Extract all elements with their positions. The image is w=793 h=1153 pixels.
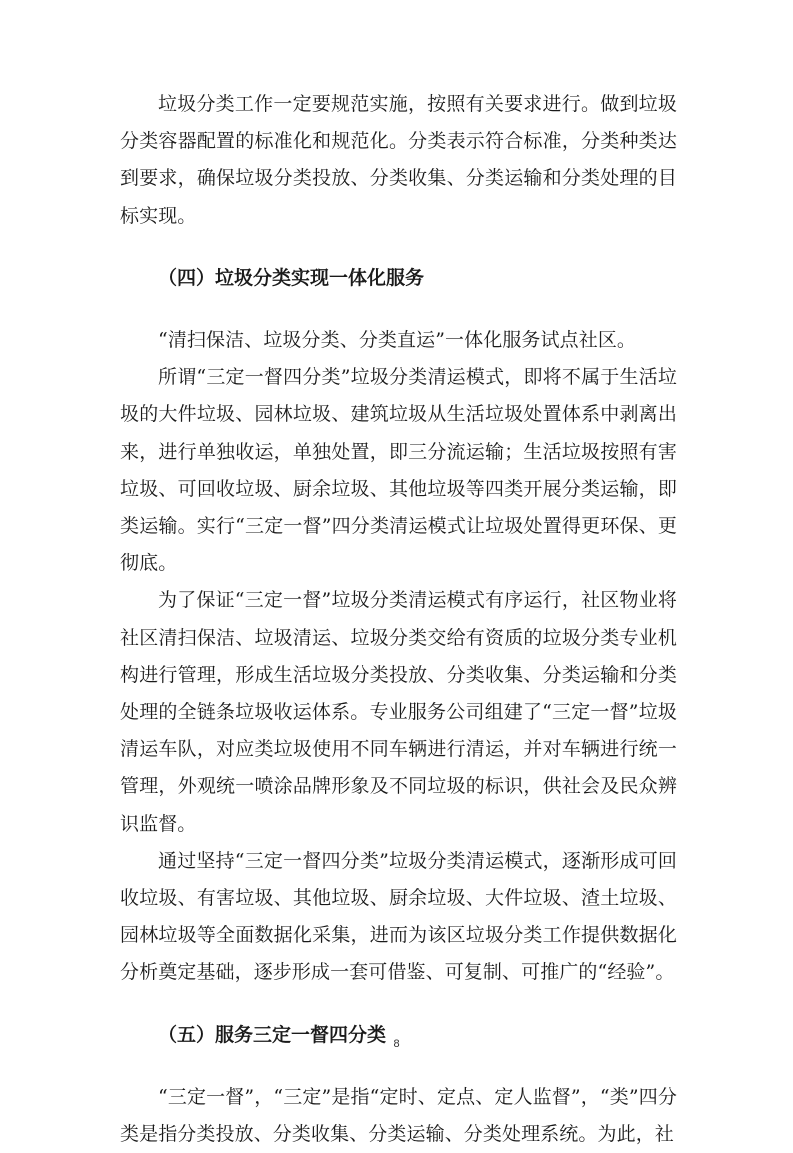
paragraph-operation-guarantee: 为了保证“三定一督”垃圾分类清运模式有序运行，社区物业将社区清扫保洁、垃圾清运、垃圾分类交给有资质的垃圾分类专业机构进行管理，形成生活垃圾分类投放、分类收集、分类运输和分类处理的全链条垃圾收运体系。专业服务公司组建了“三定一督”垃圾清运车队，对应类垃圾使用不同车辆进行清运，并对车辆进行统一管理，外观统一喷涂品牌形象及不同垃圾的标识，供社会及民众辨识监督。 bbox=[120, 589, 677, 835]
paragraph-standardization: 垃圾分类工作一定要规范实施，按照有关要求进行。做到垃圾分类容器配置的标准化和规范化。分类表示符合标准，分类种类达到要求，确保垃圾分类投放、分类收集、分类运输和分类处理的目标实现。 bbox=[120, 93, 677, 227]
section-heading-5: （五）服务三定一督四分类 bbox=[158, 1023, 387, 1046]
page-number: 8 bbox=[393, 1038, 400, 1050]
paragraph-three-fixed-one-supervision: “三定一督”，“三定”是指“定时、定点、定人监督”，“类”四分类是指分类投放、分类收集、分类运输、分类处理系统。为此，社 bbox=[120, 1085, 677, 1146]
paragraph-data-collection: 通过坚持“三定一督四分类”垃圾分类清运模式，逐渐形成可回收垃圾、有害垃圾、其他垃圾、厨余垃圾、大件垃圾、渣土垃圾、园林垃圾等全面数据化采集，进而为该区垃圾分类工作提供数据化分析奠定基础，逐步形成一套可借鉴、可复制、可推广的“经验”。 bbox=[120, 849, 677, 984]
section-heading-4: （四）垃圾分类实现一体化服务 bbox=[158, 266, 425, 289]
document-page bbox=[120, 86, 677, 1153]
paragraph-pilot-community: “清扫保洁、垃圾分类、分类直运”一体化服务试点社区。 bbox=[158, 329, 637, 352]
paragraph-model-definition: 所谓“三定一督四分类”垃圾分类清运模式，即将不属于生活垃圾的大件垃圾、园林垃圾、建筑垃圾从生活垃圾处置体系中剥离出来，进行单独收运，单独处置，即三分流运输；生活垃圾按照有害垃圾、可回收垃圾、厨余垃圾、其他垃圾等四类开展分类运输，即类运输。实行“三定一督”四分类清运模式让垃圾处置得更环保、更彻底。 bbox=[120, 366, 677, 575]
